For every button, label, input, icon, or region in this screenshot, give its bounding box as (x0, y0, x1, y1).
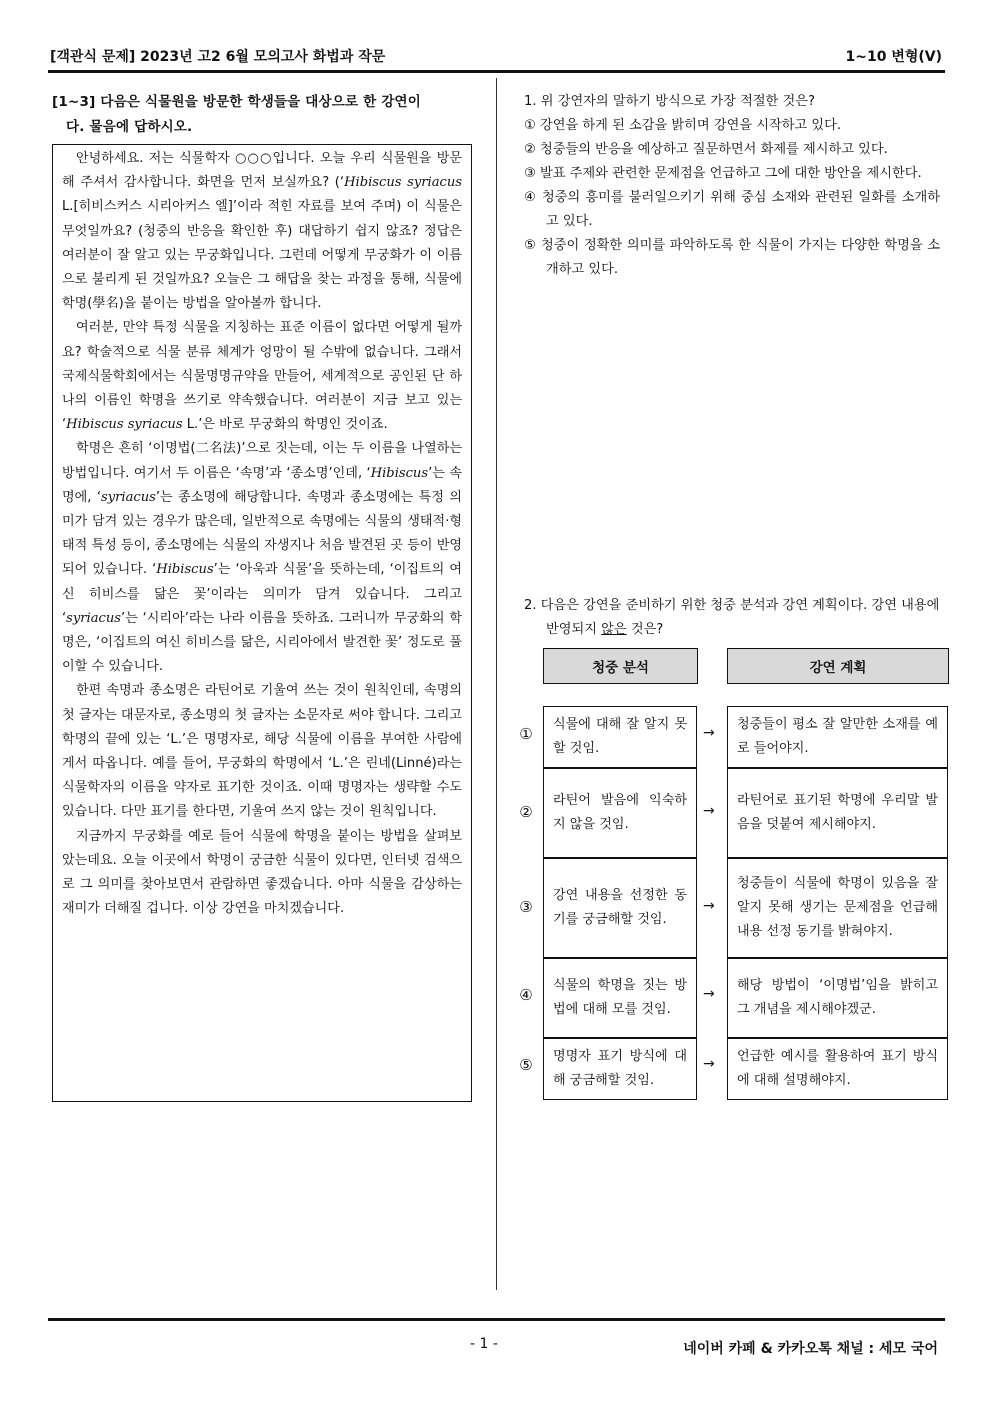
set-heading-line2: 다. 물음에 답하시오. (66, 119, 193, 135)
page-number: - 1 - (470, 1336, 498, 1352)
audience-analysis-header: 청중 분석 (543, 648, 698, 684)
option-5-plan: 언급한 예시를 활용하여 표기 방식에 대해 설명해야지. (727, 1038, 948, 1100)
option-4-arrow: → (703, 986, 715, 1002)
set-heading-line1: [1~3] 다음은 식물원을 방문한 학생들을 대상으로 한 강연이 (52, 94, 422, 110)
lecture-passage (52, 144, 472, 1102)
passage-paragraph-5: 지금까지 무궁화를 예로 들어 식물에 학명을 붙이는 방법을 살펴보았는데요. 오늘 이곳에서 학명이 궁금한 식물이 있다면, 인터넷 검색으로 그 의미를 찾아보면서 관람하면 좋겠습니다. 아마 식물을 감상하는 재미가 더해질 겁니다. 이상 강연을 마치겠습니다. (62, 828, 462, 917)
option-1-arrow: → (703, 725, 715, 741)
column-divider (496, 78, 497, 1290)
option-2-number[interactable]: ② (519, 803, 533, 821)
option-4-number[interactable]: ④ (519, 986, 533, 1004)
question-2 (524, 594, 940, 642)
option-4-analysis: 식물의 학명을 짓는 방법에 대해 모를 것임. (543, 958, 697, 1038)
option-4-plan: 해당 방법이 ‘이명법’임을 밝히고 그 개념을 제시해야겠군. (727, 958, 948, 1038)
exam-header-variant: 1~10 변형(V) (845, 49, 942, 65)
question-1-stem: 1. 위 강연자의 말하기 방식으로 가장 적절한 것은? (524, 94, 815, 109)
question-1-option-1[interactable]: ① 강연을 하게 된 소감을 밝히며 강연을 시작하고 있다. (524, 118, 842, 133)
exam-header-title: [객관식 문제] 2023년 고2 6월 모의고사 화법과 작문 (50, 49, 386, 65)
option-1-analysis: 식물에 대해 잘 알지 못할 것임. (543, 706, 697, 768)
question-set-heading (52, 90, 476, 140)
footer-channel-info: 네이버 카페 & 카카오톡 채널 : 세모 국어 (683, 1341, 938, 1357)
question-1-option-5[interactable]: ⑤ 청중이 정확한 의미를 파악하도록 한 식물이 가지는 다양한 학명을 소개하고 있다. (524, 238, 940, 277)
question-1-option-2[interactable]: ② 청중들의 반응을 예상하고 질문하면서 화제를 제시하고 있다. (524, 142, 888, 157)
top-rule (48, 70, 945, 73)
option-2-arrow: → (703, 803, 715, 819)
passage-paragraph-1: 안녕하세요. 저는 식물학자 ○○○입니다. 오늘 우리 식물원을 방문해 주셔서 감사합니다. 화면을 먼저 보실까요? (‘Hibiscus syriacus L.[히비스커스 시리아커스 엘]’이라 적힌 자료를 보여 주며) 이 식물은 무엇일까요? (청중의 반응을 확인한 후) 대답하기 쉽지 않죠? 정답은 여러분이 잘 알고 있는 무궁화입니다. 그런데 어떻게 무궁화가 이 이름으로 불리게 된 것일까요? 오늘은 그 해답을 찾는 과정을 통해, 식물에 학명(學名)을 붙이는 방법을 알아볼까 합니다. (62, 151, 463, 312)
option-3-analysis: 강연 내용을 선정한 동기를 궁금해할 것임. (543, 858, 697, 958)
question-1-option-4[interactable]: ④ 청중의 흥미를 불러일으키기 위해 중심 소재와 관련된 일화를 소개하고 있다. (524, 190, 940, 229)
option-3-number[interactable]: ③ (519, 898, 533, 916)
question-1-option-3[interactable]: ③ 발표 주제와 관련한 문제점을 언급하고 그에 대한 방안을 제시한다. (524, 166, 922, 181)
bottom-rule (48, 1318, 945, 1321)
passage-paragraph-2: 여러분, 만약 특정 식물을 지칭하는 표준 이름이 없다면 어떻게 될까요? 학술적으로 식물 분류 체계가 엉망이 될 수밖에 없습니다. 그래서 국제식물학회에서는 식물명명규약을 만들어, 세계적으로 공인된 단 하나의 이름인 학명을 쓰기로 약속했습니다. 여러분이 지금 보고 있는 ‘Hibiscus syriacus L.’은 바로 무궁화의 학명인 것이죠. (62, 320, 462, 433)
option-2-plan: 라틴어로 표기된 학명에 우리말 발음을 덧붙여 제시해야지. (727, 768, 948, 858)
option-5-number[interactable]: ⑤ (519, 1056, 533, 1074)
option-5-arrow: → (703, 1056, 715, 1072)
question-1 (524, 90, 940, 282)
option-5-analysis: 명명자 표기 방식에 대해 궁금해할 것임. (543, 1038, 697, 1100)
option-1-number[interactable]: ① (519, 725, 533, 743)
passage-paragraph-4: 한편 속명과 종소명은 라틴어로 기울여 쓰는 것이 원칙인데, 속명의 첫 글자는 대문자로, 종소명의 첫 글자는 소문자로 써야 합니다. 그리고 학명의 끝에 있는 ‘L.’은 명명자로, 해당 식물에 이름을 부여한 사람에게서 따옵니다. 예를 들어, 무궁화의 학명에서 ‘L.’은 린네(Linné)라는 식물학자의 이름을 약자로 표기한 것이죠. 이때 명명자는 생략할 수도 있습니다. 다만 표기를 한다면, 기울여 쓰지 않는 것이 원칙입니다. (62, 683, 462, 820)
question-2-stem: 2. 다음은 강연을 준비하기 위한 청중 분석과 강연 계획이다. 강연 내용에 반영되지 않은 것은? (524, 598, 940, 637)
lecture-plan-header: 강연 계획 (727, 648, 949, 684)
option-3-arrow: → (703, 898, 715, 914)
option-2-analysis: 라틴어 발음에 익숙하지 않을 것임. (543, 768, 697, 858)
option-1-plan: 청중들이 평소 잘 알만한 소재를 예로 들어야지. (727, 706, 948, 768)
passage-paragraph-3: 학명은 흔히 ‘이명법(二名法)’으로 짓는데, 이는 두 이름을 나열하는 방법입니다. 여기서 두 이름은 ‘속명’과 ‘종소명’인데, ‘Hibiscus’는 속명에, ‘syriacus’는 종소명에 해당합니다. 속명과 종소명에는 특정 의미가 담겨 있는 경우가 많은데, 일반적으로 속명에는 식물의 생태적·형태적 특성 등이, 종소명에는 식물의 자생지나 처음 발견된 곳 등이 반영되어 있습니다. ‘Hibiscus’는 ‘아욱과 식물’을 뜻하는데, ‘이집트의 여신 히비스를 닮은 꽃’이라는 의미가 담겨 있습니다. 그리고 ‘syriacus’는 ‘시리아’라는 나라 이름을 뜻하죠. 그러니까 무궁화의 학명은, ‘이집트의 여신 히비스를 닮은, 시리아에서 발견한 꽃’ 정도로 풀이할 수 있습니다. (62, 441, 462, 675)
option-3-plan: 청중들이 식물에 학명이 있음을 잘 알지 못해 생기는 문제점을 언급해 내용 선정 동기를 밝혀야지. (727, 858, 948, 958)
